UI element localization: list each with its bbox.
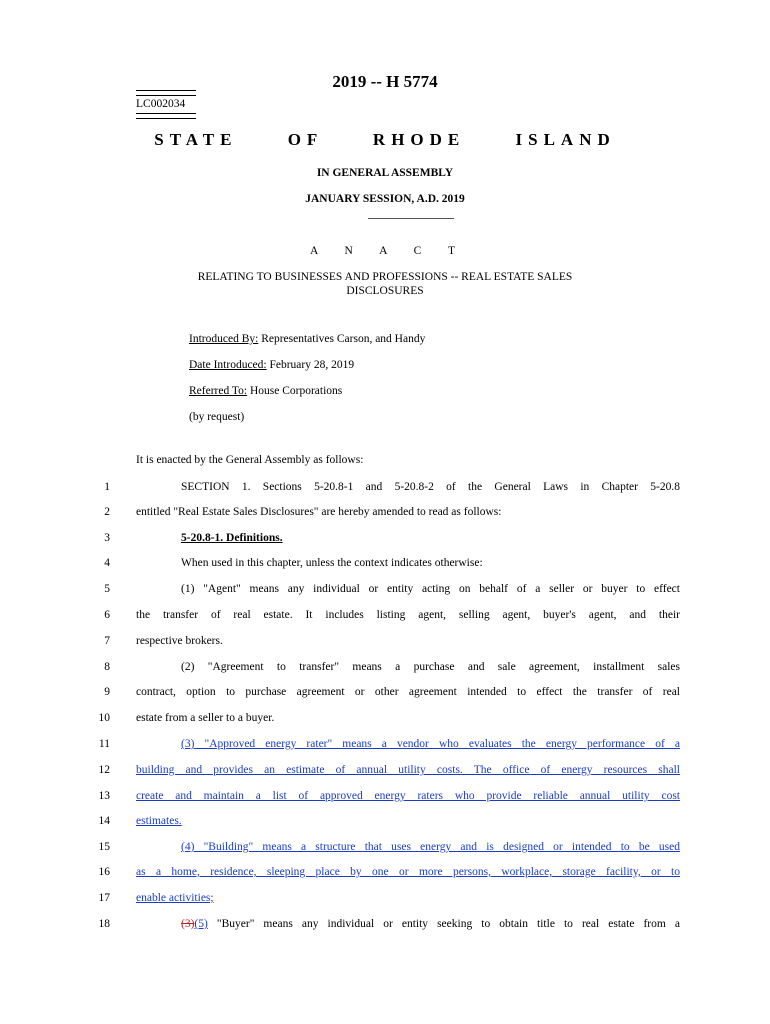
- bill-line: [104, 659, 680, 675]
- line-number: 8: [104, 661, 110, 673]
- line-text: entitled "Real Estate Sales Disclosures" are hereby amended to read as follows:: [136, 506, 502, 518]
- session-heading: JANUARY SESSION, A.D. 2019: [305, 193, 465, 205]
- inserted-text: create and maintain a list of approved energy raters who provide reliable annual utility cost: [136, 790, 680, 802]
- bill-line: [98, 736, 680, 752]
- bill-line: [98, 890, 680, 906]
- bill-line: [104, 607, 680, 623]
- introduced-by: [189, 333, 425, 345]
- lc-number-block: [136, 88, 196, 121]
- line-number: 4: [104, 557, 110, 569]
- line-number: 6: [104, 609, 110, 621]
- subject-line-2: DISCLOSURES: [346, 285, 424, 297]
- line-text: (2) "Agreement to transfer" means a purchase and sale agreement, installment sales: [181, 661, 680, 673]
- bill-line: [98, 813, 680, 829]
- inserted-text: building and provides an estimate of annual utility costs. The office of energy resources shall: [136, 764, 680, 776]
- referred-to-value: House Corporations: [249, 385, 343, 397]
- introduced-by-label: Introduced By:: [189, 333, 259, 345]
- line-text: When used in this chapter, unless the context indicates otherwise:: [181, 557, 483, 569]
- deleted-text: (3): [181, 918, 195, 930]
- bill-line: [104, 530, 680, 546]
- line-text: the transfer of real estate. It includes listing agent, selling agent, buyer's agent, and their: [136, 609, 680, 621]
- referred-to-label: Referred To:: [189, 385, 248, 397]
- line-number: 13: [98, 790, 110, 802]
- line-number: 14: [98, 815, 110, 827]
- line-number: 11: [98, 738, 110, 750]
- double-rule-bottom: [136, 113, 196, 119]
- line-number: 12: [98, 764, 110, 776]
- line-number: 16: [98, 866, 110, 878]
- act-heading: A N A C T: [310, 245, 460, 257]
- section-heading: 5-20.8-1. Definitions.: [181, 532, 283, 544]
- subject-line-1: RELATING TO BUSINESSES AND PROFESSIONS -- REAL ESTATE SALES: [197, 271, 573, 283]
- line-number: 1: [104, 481, 110, 493]
- inserted-text: estimates.: [136, 815, 182, 827]
- lc-number: LC002034: [136, 98, 186, 110]
- session-underline: [368, 218, 454, 219]
- bill-line: [104, 555, 680, 571]
- by-request: (by request): [189, 411, 245, 423]
- line-number: 2: [104, 506, 110, 518]
- inserted-text: (3) "Approved energy rater" means a vendor who evaluates the energy performance of a: [181, 738, 680, 750]
- line-number: 5: [104, 583, 110, 595]
- line-text: SECTION 1. Sections 5-20.8-1 and 5-20.8-2 of the General Laws in Chapter 5-20.8: [181, 481, 680, 493]
- line-number: 10: [98, 712, 110, 724]
- line-number: 9: [104, 686, 110, 698]
- bill-line: [104, 633, 680, 649]
- bill-line: [98, 864, 680, 880]
- bill-line: [98, 710, 680, 726]
- referred-to: [189, 385, 342, 397]
- bill-line: [104, 684, 680, 700]
- double-rule-top: [136, 90, 196, 96]
- enacting-clause: It is enacted by the General Assembly as follows:: [136, 454, 364, 466]
- line-number: 15: [98, 841, 110, 853]
- line-text: "Buyer" means any individual or entity seeking to obtain title to real estate from a: [207, 918, 680, 930]
- line-text: contract, option to purchase agreement or other agreement intended to effect the transfer of real: [136, 686, 680, 698]
- line-number: 3: [104, 532, 110, 544]
- assembly-heading: IN GENERAL ASSEMBLY: [316, 167, 454, 179]
- date-introduced-label: Date Introduced:: [189, 359, 267, 371]
- bill-line: [98, 788, 680, 804]
- line-text: estate from a seller to a buyer.: [136, 712, 275, 724]
- bill-number: 2019 -- H 5774: [332, 72, 438, 91]
- introduced-by-value: Representatives Carson, and Handy: [261, 333, 426, 345]
- inserted-text: as a home, residence, sleeping place by one or more persons, workplace, storage facility, or to: [136, 866, 680, 878]
- line-number: 7: [104, 635, 110, 647]
- line-number: 17: [98, 892, 110, 904]
- date-introduced: [189, 359, 354, 371]
- line-number: 18: [98, 918, 110, 930]
- bill-line: [98, 916, 680, 932]
- inserted-text: (5): [194, 918, 208, 930]
- bill-line: [104, 479, 680, 495]
- bill-line: [98, 839, 680, 855]
- inserted-text: enable activities;: [136, 892, 214, 904]
- bill-line: [104, 581, 680, 597]
- date-introduced-value: February 28, 2019: [269, 359, 355, 371]
- bill-line: [98, 762, 680, 778]
- bill-line: [104, 504, 680, 520]
- line-text: (1) "Agent" means any individual or entity acting on behalf of a seller or buyer to effect: [181, 583, 680, 595]
- line-text: respective brokers.: [136, 635, 223, 647]
- state-title: STATE OF RHODE ISLAND: [154, 130, 616, 149]
- inserted-text: (4) "Building" means a structure that uses energy and is designed or intended to be used: [181, 841, 680, 853]
